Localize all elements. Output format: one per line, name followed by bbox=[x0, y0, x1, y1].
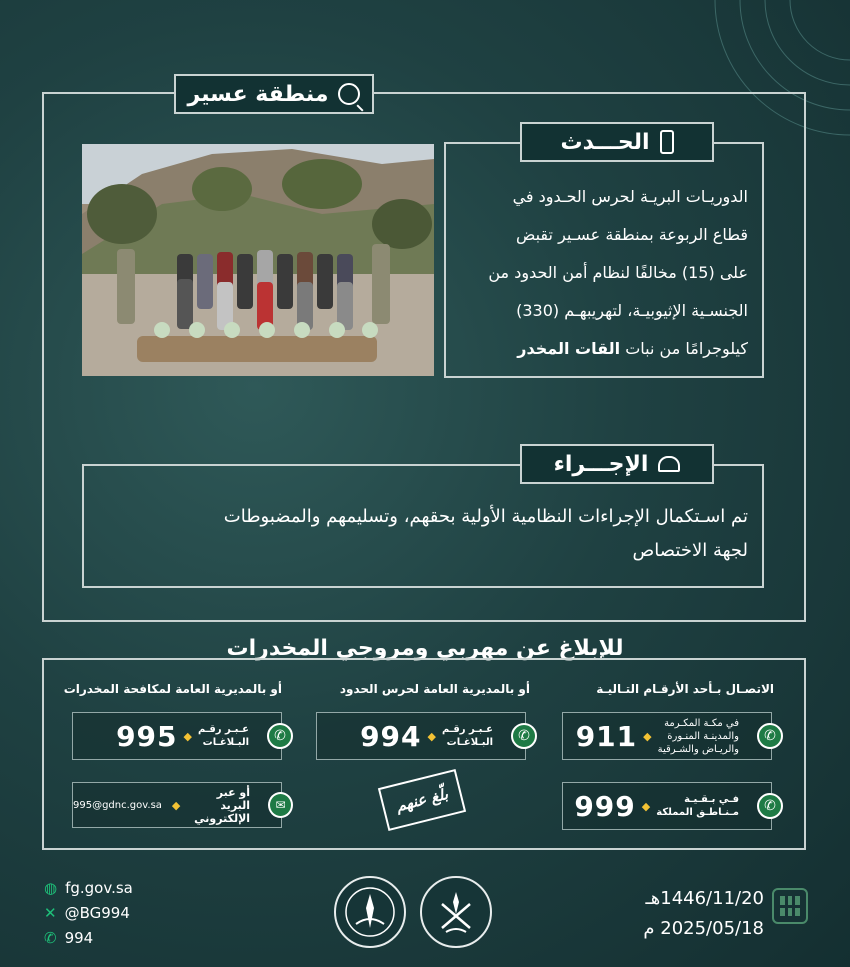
website-row[interactable] bbox=[44, 876, 133, 901]
email-l2: الإلكتروني bbox=[194, 811, 251, 825]
diamond-icon: ◆ bbox=[643, 729, 652, 743]
call-994-l1: عـبـر رقـم bbox=[441, 724, 493, 735]
alarm-icon bbox=[658, 456, 680, 472]
phone-icon: ✆ bbox=[757, 723, 783, 749]
call-994-box[interactable] bbox=[316, 712, 530, 760]
call-995-number: 995 bbox=[116, 719, 178, 753]
diamond-icon: ◆ bbox=[427, 729, 436, 743]
calendar-icon bbox=[772, 888, 808, 924]
action-line-2: لجهة الاختصاص bbox=[632, 540, 748, 561]
report-stamp: بلّغ عنهم bbox=[378, 769, 466, 831]
globe-icon: ◍ bbox=[44, 879, 58, 897]
action-label-box bbox=[520, 444, 714, 484]
event-label-box bbox=[520, 122, 714, 162]
event-line-3: على (15) مخالفًا لنظام أمن الحدود من bbox=[488, 263, 748, 282]
footer-contacts bbox=[44, 876, 133, 951]
call-994-l2: البـلاغـات bbox=[446, 737, 493, 748]
call-911-box[interactable] bbox=[562, 712, 776, 760]
radio-icon bbox=[660, 130, 674, 154]
x-icon: ✕ bbox=[44, 904, 57, 922]
action-label: الإجـــراء bbox=[553, 451, 649, 477]
border-guard-emblem bbox=[334, 876, 406, 948]
footer-phone: 994 bbox=[64, 929, 94, 947]
email-box[interactable] bbox=[72, 782, 286, 828]
event-line-2: قطاع الربوعة بمنطقة عسـير تقبض bbox=[516, 225, 748, 244]
event-label: الحـــدث bbox=[560, 129, 650, 155]
map-search-icon bbox=[338, 83, 360, 105]
call-911-number: 911 bbox=[575, 719, 638, 753]
call-995-l2: البـلاغـات bbox=[202, 737, 249, 748]
event-photo bbox=[82, 144, 434, 376]
region-title: منطقة عسير bbox=[187, 81, 329, 107]
report-title: للإبلاغ عن مهربي ومروجي المخدرات bbox=[226, 636, 624, 661]
email-address[interactable]: 995@gdnc.gov.sa bbox=[73, 799, 162, 811]
greg-date: 2025/05/18 م bbox=[643, 918, 764, 939]
event-line-4: الجنسـية الإثيوبيـة، لتهريبهـم (330) bbox=[516, 301, 748, 320]
email-l1: أو عبر البريد bbox=[216, 785, 251, 812]
call-995-box[interactable] bbox=[72, 712, 286, 760]
call-999-l1: فـي بـقـيـة bbox=[684, 794, 739, 805]
event-line-5 bbox=[452, 330, 748, 368]
twitter-row[interactable] bbox=[44, 901, 133, 926]
event-last-bold: القات المخدر bbox=[517, 339, 621, 358]
col-right-header: الاتصـال بـأحد الأرقـام التـاليـة bbox=[596, 682, 774, 696]
call-911-l1: في مكـة المكـرمة bbox=[664, 717, 739, 729]
call-995-l1: عـبـر رقـم bbox=[197, 724, 249, 735]
website: fg.gov.sa bbox=[65, 879, 133, 897]
ministry-emblem bbox=[420, 876, 492, 948]
phone-icon: ✆ bbox=[267, 723, 293, 749]
event-last-plain: كيلوجرامًا من نبات bbox=[625, 339, 748, 358]
phone-small-icon: ✆ bbox=[44, 929, 57, 947]
call-911-l2: والمدينـة المنـورة bbox=[667, 730, 739, 742]
mail-icon: ✉ bbox=[268, 792, 293, 818]
col-left-header: أو بالمديرية العامة لمكافحة المخدرات bbox=[63, 682, 282, 696]
call-911-l3: والريـاض والشـرقية bbox=[657, 743, 739, 755]
phone-icon: ✆ bbox=[511, 723, 537, 749]
diamond-icon: ◆ bbox=[183, 729, 192, 743]
diamond-icon: ◆ bbox=[641, 799, 651, 813]
call-999-number: 999 bbox=[574, 789, 636, 823]
event-text bbox=[452, 178, 748, 368]
dates bbox=[600, 884, 764, 944]
region-tag bbox=[174, 74, 374, 114]
col-mid-header: أو بالمديرية العامة لحرس الحدود bbox=[339, 682, 530, 696]
action-line-1: تم اسـتكمال الإجراءات النظامية الأولية بحقهم، وتسليمهم والمضبوطات bbox=[223, 506, 748, 527]
phone-row[interactable] bbox=[44, 926, 133, 951]
call-999-box[interactable] bbox=[562, 782, 776, 830]
phone-icon: ✆ bbox=[757, 793, 783, 819]
call-999-l2: مـنـاطـق المملكة bbox=[656, 807, 739, 818]
twitter: @BG994 bbox=[64, 904, 130, 922]
action-text bbox=[96, 500, 748, 568]
diamond-icon: ◆ bbox=[171, 798, 181, 812]
call-994-number: 994 bbox=[360, 719, 422, 753]
hijri-date: 1446/11/20هـ bbox=[645, 888, 764, 909]
event-line-1: الدوريـات البريـة لحرس الحـدود في bbox=[512, 187, 748, 206]
